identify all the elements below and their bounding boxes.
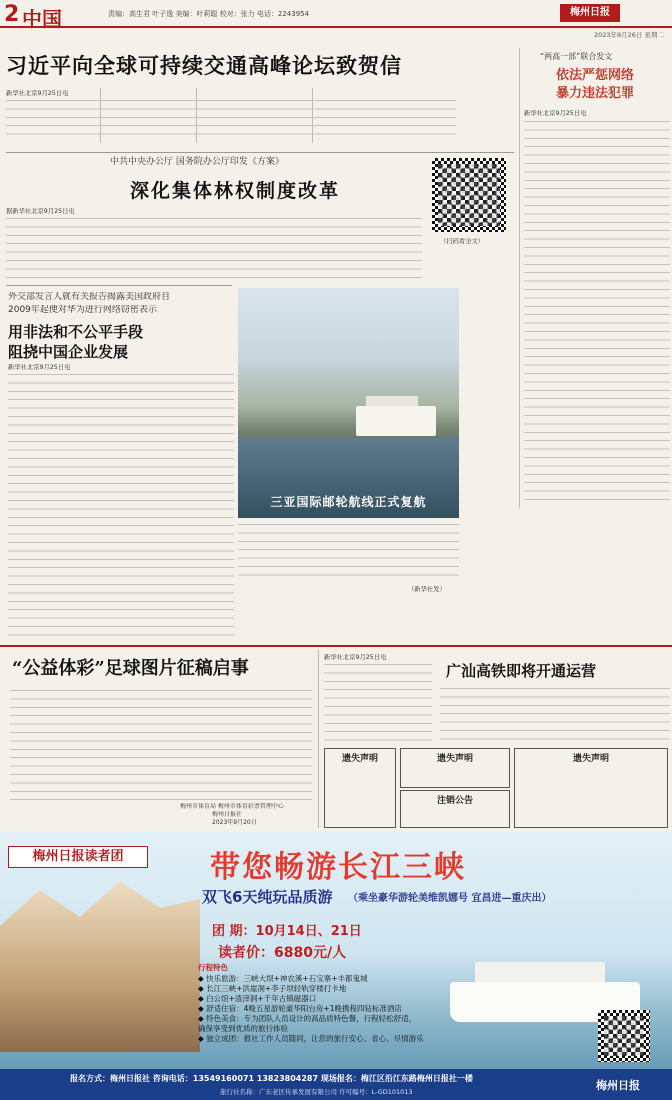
foreign-body xyxy=(8,374,234,636)
notice-title: 遗失声明 xyxy=(341,754,378,764)
cruise-ship-upper xyxy=(475,962,605,984)
lost-notice-1 xyxy=(324,748,396,828)
photo-caption: 三亚国际邮轮航线正式复航 xyxy=(270,495,427,509)
lost-notice-2 xyxy=(400,748,510,788)
lottery-date: 2023年9月20日 xyxy=(212,819,257,826)
page-number: 2 xyxy=(4,2,20,27)
newspaper-logo: 梅州日报 xyxy=(560,4,620,22)
notice-title: 注销公告 xyxy=(436,796,473,806)
issue-date: 2023年9月26日 星期二 xyxy=(593,31,664,39)
side-body xyxy=(524,121,670,507)
reform-dateline: 据新华社北京9月25日电 xyxy=(6,208,75,215)
ad-qr-code[interactable] xyxy=(598,1010,650,1062)
lead-dateline: 新华社北京9月25日电 xyxy=(6,90,69,97)
column-divider xyxy=(100,88,101,143)
column-divider xyxy=(312,88,313,143)
side-headline-1: 依法严惩网络 xyxy=(556,68,635,83)
reform-headline: 深化集体林权制度改革 xyxy=(130,180,341,202)
editor-credits: 责编：高生君 叶子逸 美编：叶莉聪 校对：张力 电话：2243954 xyxy=(108,10,310,18)
notice-title: 遗失声明 xyxy=(572,754,609,764)
ad-footer xyxy=(0,1069,672,1100)
side-kicker: “两高一部”联合发文 xyxy=(540,52,613,61)
ad-itinerary-item: ◆ 特色美食：专为团队人员设计的高品质特色餐，行程轻松舒适， xyxy=(198,1014,417,1023)
lead-headline: 习近平向全球可持续交通高峰论坛致贺信 xyxy=(6,53,402,78)
reform-kicker: 中共中央办公厅 国务院办公厅印发《方案》 xyxy=(110,157,284,167)
lottery-org-2: 梅州日报社 xyxy=(212,811,243,818)
rail-body-right xyxy=(440,688,670,744)
rail-body-left xyxy=(324,664,432,744)
cancel-notice xyxy=(400,790,510,828)
cruise-photo xyxy=(238,288,459,518)
lottery-headline: “公益体彩”足球图片征稿启事 xyxy=(12,658,249,679)
travel-advertisement xyxy=(0,832,672,1100)
foreign-headline-2: 阻挠中国企业发展 xyxy=(8,343,129,361)
ad-price-value: 6880元/人 xyxy=(274,945,347,961)
watermark-logo: 梅州日报 xyxy=(596,1079,640,1092)
page-header xyxy=(0,0,672,31)
reform-body xyxy=(6,218,422,282)
ad-slogan: 带您畅游长江三峡 xyxy=(210,850,466,885)
photo-text xyxy=(238,524,459,582)
ad-product: 双飞6天纯玩品质游 xyxy=(202,888,333,906)
ad-price xyxy=(218,942,346,962)
side-dateline: 新华社北京9月25日电 xyxy=(524,110,587,117)
ad-group-value: 10月14日、21日 xyxy=(255,924,362,939)
ad-itinerary-title: 行程特色 xyxy=(198,963,228,972)
lottery-body xyxy=(10,690,312,802)
foreign-kicker-1: 外交部发言人就有关报告揭露美国政府自 xyxy=(8,292,171,302)
foreign-dateline: 新华社北京9月25日电 xyxy=(8,364,71,371)
lottery-org-1: 梅州市体育局 梅州市体育彩票管理中心 xyxy=(180,803,284,810)
lead-body xyxy=(6,100,456,142)
notice-title: 遗失声明 xyxy=(436,754,473,764)
ad-group-dates xyxy=(212,920,362,939)
section-rule xyxy=(0,645,672,647)
section-title: 中国 xyxy=(22,7,62,31)
foreign-kicker-2: 2009年起便对华为进行网络窃密表示 xyxy=(8,305,157,315)
ad-contact: 报名方式：梅州日报社 咨询电话：13549160071 13823804287 现场报名：梅江区沿江东路梅州日报社一楼 xyxy=(70,1074,473,1083)
qr-caption: （扫码看全文） xyxy=(440,238,485,245)
rail-headline: 广汕高铁即将开通运营 xyxy=(446,662,597,680)
ad-itinerary-item: ◆ 白公馆+渣滓洞+千年古镇磁器口 xyxy=(198,994,317,1003)
ad-city-illustration xyxy=(0,872,200,1052)
lost-notice-3 xyxy=(514,748,668,828)
ad-agency: 旅行社名称：广东老区传承发展有限公司 许可编号：L-GD101013 xyxy=(220,1088,413,1096)
section-rule xyxy=(6,152,514,153)
side-headline-2: 暴力违法犯罪 xyxy=(556,86,635,101)
ad-itinerary-item: ◆ 舒适住宿：4晚五星游轮豪华阳台房+1晚携程四钻标准酒店 xyxy=(198,1004,402,1013)
ad-price-label: 读者价： xyxy=(218,945,274,961)
ad-itinerary-item: 确保享受到优质的旅行体验 xyxy=(198,1024,288,1033)
foreign-headline-1: 用非法和不公平手段 xyxy=(8,323,144,341)
column-divider xyxy=(318,650,319,828)
qr-code-image[interactable] xyxy=(432,158,506,232)
photo-credit: （新华社发） xyxy=(408,586,446,593)
ad-group-label: 团 期： xyxy=(212,924,256,939)
ad-reader-group-logo: 梅州日报读者团 xyxy=(8,846,148,868)
section-rule xyxy=(6,285,232,286)
column-divider xyxy=(519,48,520,508)
ad-itinerary-item: ◆ 快乐旅游：三峡大坝+神农溪+石宝寨+丰都鬼城 xyxy=(198,974,368,983)
rail-dateline: 新华社北京9月25日电 xyxy=(324,654,387,661)
ad-itinerary-item: ◆ 长江三峡+洪崖洞+李子坝轻轨穿楼打卡地 xyxy=(198,984,347,993)
ad-cruise-info: （乘坐豪华游轮美维凯娜号 宜昌进—重庆出） xyxy=(348,893,552,904)
ad-itinerary-item: ◆ 独立成团：报社工作人员随同，让您的旅行安心、省心、尽情游乐 xyxy=(198,1034,424,1043)
column-divider xyxy=(196,88,197,143)
